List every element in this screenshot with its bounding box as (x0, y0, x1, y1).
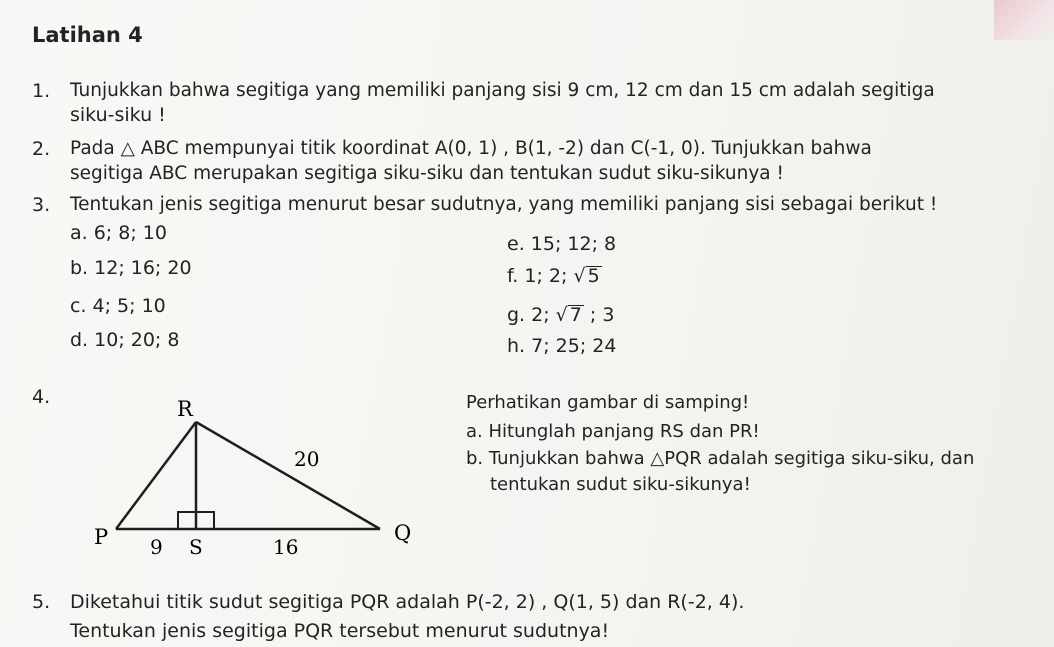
q3-option-e: e. 15; 12; 8 (507, 233, 617, 255)
q4-part-b-line2: tentukan sudut siku-sikunya! (490, 474, 751, 495)
q3-option-g-radicand: 7 (569, 304, 582, 326)
q3-option-f-radicand: 5 (587, 265, 600, 287)
q4-part-a: a. Hitunglah panjang RS dan PR! (466, 421, 760, 442)
q5-number: 5. (32, 591, 51, 613)
length-RQ: 20 (294, 447, 320, 471)
q3-line1: Tentukan jenis segitiga menurut besar sudutnya, yang memiliki panjang sisi sebagai berikut ! (70, 194, 938, 215)
q3-option-f-text: f. 1; 2; (507, 265, 574, 287)
q5-line2: Tentukan jenis segitiga PQR tersebut menurut sudutnya! (70, 620, 610, 642)
q1-line2: siku-siku ! (70, 104, 166, 126)
q1-line1: Tunjukkan bahwa segitiga yang memiliki panjang sisi 9 cm, 12 cm dan 15 cm adalah segitiga (70, 80, 935, 101)
sqrt-symbol: √ (573, 265, 586, 287)
q1-number: 1. (32, 80, 51, 102)
q3-option-g-suffix: ; 3 (583, 304, 615, 326)
q2-line2: segitiga ABC merupakan segitiga siku-siku dan tentukan sudut siku-sikunya ! (70, 163, 784, 184)
q2-number: 2. (32, 138, 51, 160)
q3-option-f (507, 265, 602, 287)
q3-option-h: h. 7; 25; 24 (507, 335, 617, 357)
label-R: R (177, 397, 193, 421)
label-Q: Q (394, 521, 412, 545)
label-P: P (94, 525, 109, 549)
q3-option-g-text: g. 2; (507, 304, 556, 326)
q4-intro: Perhatikan gambar di samping! (466, 392, 750, 413)
q3-option-g (507, 304, 614, 326)
q5-line1: Diketahui titik sudut segitiga PQR adalah P(-2, 2) , Q(1, 5) dan R(-2, 4). (70, 591, 745, 613)
q2-line1: Pada △ ABC mempunyai titik koordinat A(0, 1) , B(1, -2) dan C(-1, 0). Tunjukkan bahwa (70, 138, 872, 159)
length-PS: 9 (150, 535, 163, 559)
q4-part-b-line1: b. Tunjukkan bahwa △PQR adalah segitiga siku-siku, dan (466, 448, 975, 469)
page-corner (994, 0, 1054, 40)
sqrt-symbol: √ (555, 304, 568, 326)
side-RQ (196, 422, 380, 529)
q3-option-c: c. 4; 5; 10 (70, 295, 166, 317)
triangle-figure (80, 392, 420, 562)
q3-option-d: d. 10; 20; 8 (70, 329, 180, 351)
q3-number: 3. (32, 194, 51, 216)
length-SQ: 16 (273, 535, 299, 559)
q3-option-b: b. 12; 16; 20 (70, 257, 192, 279)
exercise-title: Latihan 4 (32, 23, 143, 47)
q4-number: 4. (32, 386, 51, 408)
label-S: S (189, 535, 203, 559)
q3-option-a: a. 6; 8; 10 (70, 222, 167, 244)
